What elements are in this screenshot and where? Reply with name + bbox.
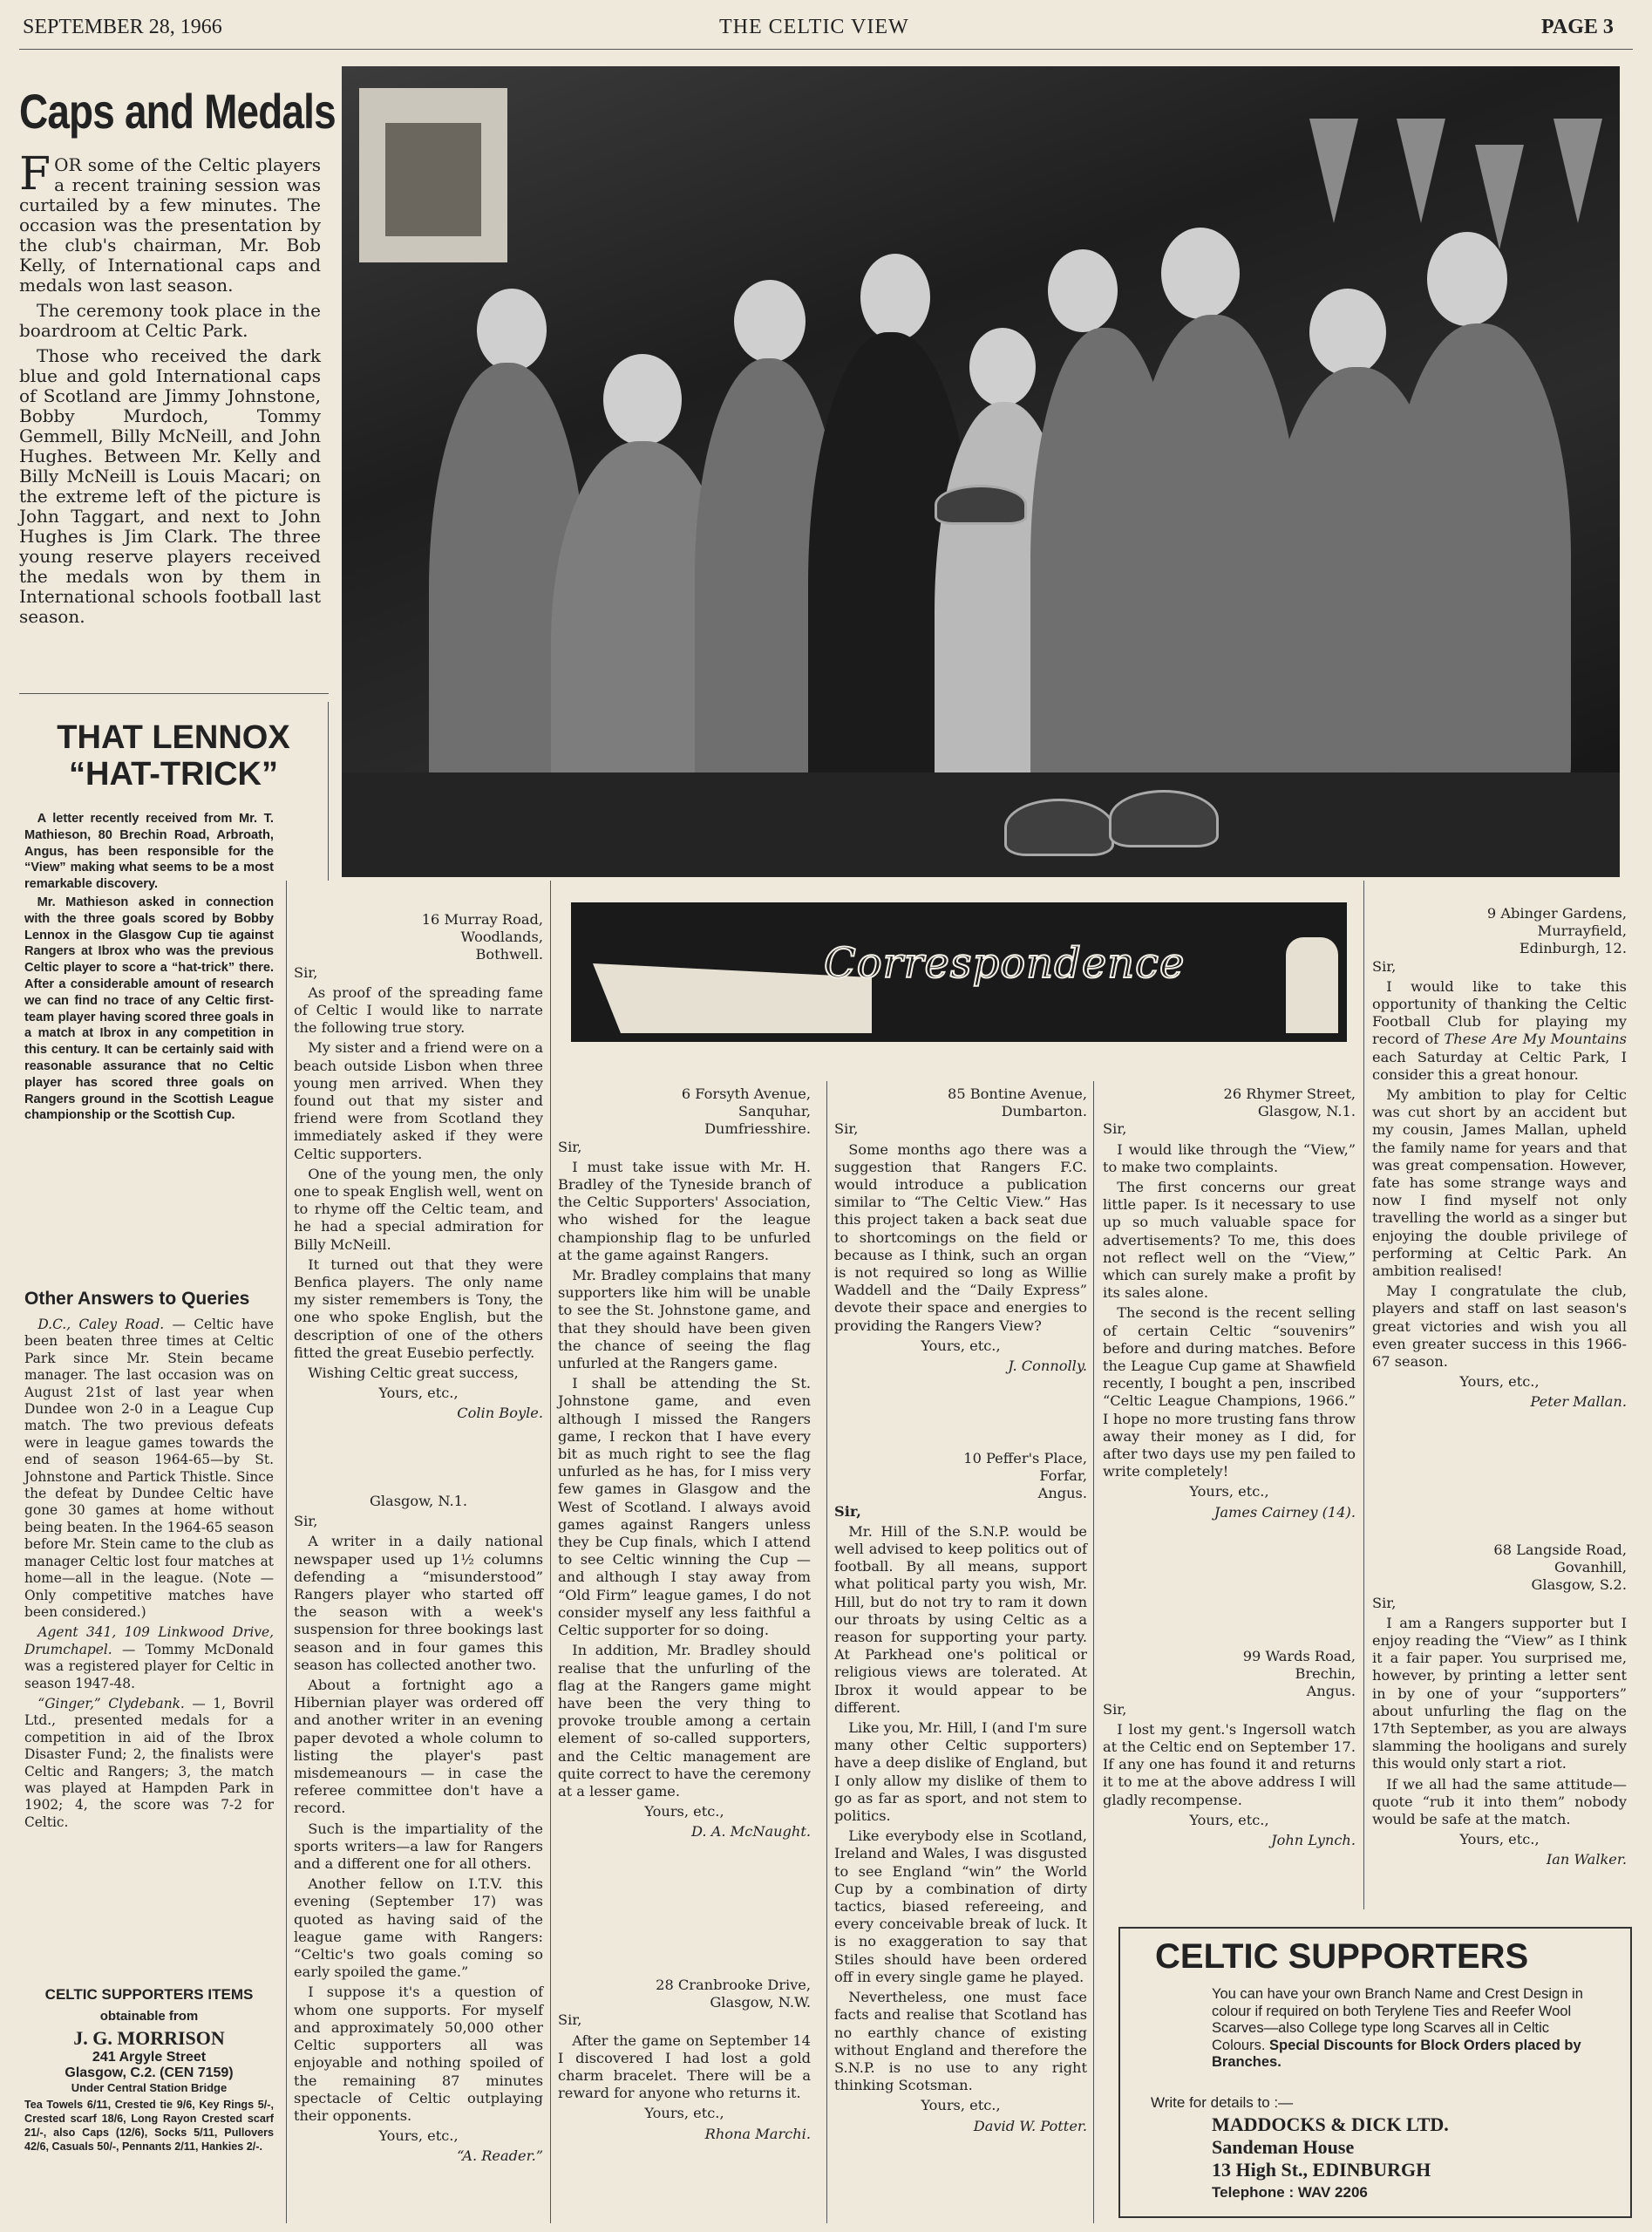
- letter-mallan: 9 Abinger Gardens, Murrayfield, Edinburgh, 12. Sir, I would like to take this opportunity of thanking the Celtic Football Club for playing my record of These Are My Mountains each Saturday at Celtic Park, I consider this a great honour. My ambition to play for Celtic was cut short by an accident but my cousin, James Mallan, upheld the family name for years and that was great compensation. However, fate has some strange ways and now I find myself not only travelling the world as a singer but enjoying the double privilege of performing at Celtic Park. An ambition realised! May I congratulate the club, players and staff on last season's great victories and wish you all even greater success in this 1966-67 season. Yours, etc., Peter Mallan.: [1372, 905, 1627, 1411]
- drop-cap: F: [19, 148, 51, 201]
- letter-boyle: 16 Murray Road, Woodlands, Bothwell. Sir, As proof of the spreading fame of Celtic I would like to narrate the following true story. My sister and a friend were on a beach outside Lisbon when three young men arrived. When they found out that my sister and friend were from Scotland they immediately asked if they were Celtic supporters. One of the young men, the only one to speak English well, went on to rhyme off the Celtic team, and he had a special admiration for Billy McNeill. It turned out that they were Benfica players. The only name my sister remembers is Tony, the one who spoke English, but the description of one of the others fitted the great Eusebio perfectly. Wishing Celtic great success, Yours, etc., Colin Boyle.: [294, 911, 543, 1422]
- correspondence-title: Correspondence: [824, 939, 1186, 988]
- queries-answers: D.C., Caley Road. — Celtic have been beaten three times at Celtic Park since Mr. Stein became manager. The last occasion was on August 21st of last year when Dundee won 2-0 in a League Cup match. The two previous defeats were in league games towards the end of season 1964-65—by St. Johnstone and Partick Thistle. Since the defeat by Dundee Celtic have gone 30 games at home without being beaten. In the 1964-65 season before Mr. Stein came to the club as manager Celtic lost four matches at home—all in the league. (Note —Only competitive matches have been considered.) Agent 341, 109 Linkwood Drive, Drumchapel. — Tommy McDonald was a registered player for Celtic in season 1947-48. “Ginger,” Clydebank. — 1, Bovril Ltd., presented medals for a competition in aid of the Ibrox Disaster Fund; 2, the finalists were Celtic and Rangers; 3, the match was played at Hampden Park in 1902; 4, the score was 7-2 for Celtic.: [24, 1317, 274, 1830]
- letter-walker: 68 Langside Road, Govanhill, Glasgow, S.2. Sir, I am a Rangers supporter but I enjoy reading the “View” as I think it a fair paper. You surprised me, however, by printing a letter sent in by one of your “supporters” about unfurling the flag on the 17th September, as you are always slamming the hooligans and surely this would only start a riot. If we all had the same attitude—quote “rub it into them” nobody would be safe at the match. Yours, etc., Ian Walker.: [1372, 1541, 1627, 1868]
- supporters-items-ad: CELTIC SUPPORTERS ITEMS obtainable from J. G. MORRISON 241 Argyle Street Glasgow, C.2. (CEN 7159) Under Central Station Bridge Tea Towels 6/11, Crested tie 9/6, Key Rings 5/-, Crested scarf 18/6, Long Rayon Crested scarf 21/-, also Caps (12/6), Socks 5/11, Pullovers 42/6, Casuals 50/-, Pennants 2/11, Hankies 2/-.: [24, 1986, 274, 2153]
- wall-portrait: [359, 88, 507, 262]
- correspondence-banner: [571, 902, 1347, 1042]
- issue-date: SEPTEMBER 28, 1966: [23, 16, 222, 38]
- letter-mcnaught: 6 Forsyth Avenue, Sanquhar, Dumfriesshire. Sir, I must take issue with Mr. H. Bradley of the Tyneside branch of the Celtic Supporters' Association, who wished for the league championship flag to be unfurled at the game against Rangers. Mr. Bradley complains that many supporters like him will be unable to see the St. Johnstone game, and that they should have been given the chance of seeing the flag unfurled at the Rangers game. I shall be attending the St. Johnstone game, and even although I missed the Rangers game, I reckon that I have every bit as much right to see the flag unfurled as he has, for I miss very few games in Glasgow and the West of Scotland. I always avoid games against Rangers unless they be Cup finals, which I attend to see Celtic winning the Cup — and although I stay away from “Old Firm” league games, I do not consider myself any less faithful a Celtic supporter for so doing. In addition, Mr. Bradley should realise that the unfurling of the flag at the Rangers game might have been the very thing to provoke trouble among a certain element of so-called supporters, and the Celtic management are quite correct to have the ceremony at a lesser game. Yours, etc., D. A. McNaught.: [558, 1085, 811, 1841]
- lennox-headline: THAT LENNOX “HAT-TRICK”: [57, 719, 290, 793]
- letter-connolly: 85 Bontine Avenue, Dumbarton. Sir, Some months ago there was a suggestion that Rangers F.C. would introduce a publication similar to “The Celtic View.” Has this project taken a back seat due to shortcomings on the field or because as I think, such an organ is not required so long as Willie Waddell and the “Daily Express” devote their space and energies to providing the Rangers View? Yours, etc., J. Connolly.: [834, 1085, 1087, 1375]
- masthead-rule: [19, 49, 1633, 50]
- pillar-box-illustration: [1286, 937, 1338, 1033]
- international-cap: [1109, 790, 1219, 847]
- caps-story: FOR some of the Celtic players a recent training session was curtailed by a few minutes. The occasion was the presentation by the club's chairman, Mr. Bob Kelly, of International caps and medals won last season. The ceremony took place in the boardroom at Celtic Park. Those who received the dark blue and gold International caps of Scotland are Jimmy Johnstone, Bobby Murdoch, Tommy Gemmell, Billy McNeill, and John Hughes. Between Mr. Kelly and Billy McNeill is Louis Macari; on the extreme left of the picture is John Taggart, and next to John Hughes is Jim Clark. The three young reserve players received the medals won by them in International schools football last season.: [19, 148, 321, 627]
- letter-lynch: 99 Wards Road, Brechin, Angus. Sir, I lost my gent.'s Ingersoll watch at the Celtic end on September 17. If any one has found it and returns it to me at the above address I will gladly recompense. Yours, etc., John Lynch.: [1103, 1648, 1356, 1849]
- celtic-supporters-ad: CELTIC SUPPORTERS You can have your own Branch Name and Crest Design in colour if required on both Terylene Ties and Reefer Wool Scarves—also College type long Scarves all in Celtic Colours. Special Discounts for Block Orders placed by Branches. Write for details to :— MADDOCKS & DICK LTD. Sandeman House 13 High St., EDINBURGH Telephone : WAV 2206: [1118, 1927, 1632, 2218]
- presentation-photo: [342, 66, 1620, 877]
- boardroom-table: [342, 772, 1620, 877]
- letter-potter: 10 Peffer's Place, Forfar, Angus. Sir, Mr. Hill of the S.N.P. would be well advised to keep politics out of football. By all means, support what political party you wish, Mr. Hill, but do not try to ram it down our throats by using Celtic as a reason for supporting your party. At Parkhead one's political or religious views are tolerated. At Ibrox it would appear to be different. Like you, Mr. Hill, I (and I'm sure many other Celtic supporters) have a deep dislike of England, but I only allow my dislike of them to go as far as sport, and not stem to politics. Like everybody else in Scotland, Ireland and Wales, I was disgusted to see England “win” the World Cup by a combination of dirty tactics, biased refereeing, and every conceivable break of luck. It is no exaggeration to say that Stiles should have been ordered off in every single game he played. Nevertheless, one must face facts and realise that Scotland has no earthly chance of existing without England and therefore the S.N.P. is no use to any right thinking Scotsman. Yours, etc., David W. Potter.: [834, 1450, 1087, 2134]
- queries-headline: Other Answers to Queries: [24, 1289, 250, 1309]
- letter-cairney: 26 Rhymer Street, Glasgow, N.1. Sir, I would like through the “View,” to make two complaints. The first concerns our great little paper. Is it necessary to use up so much valuable space for advertisements? To me, this does not reflect well on the “View,” which can surely make a profit by its sales alone. The second is the recent selling of certain Celtic “souvenirs” before and during matches. Before the League Cup game at Shawfield recently, I bought a pen, inscribed “Celtic League Champions, 1966.” I hope no more trusting fans throw away their money as I did, for after two days use my pen failed to write completely! Yours, etc., James Cairney (14).: [1103, 1085, 1356, 1521]
- letter-reader: Glasgow, N.1. Sir, A writer in a daily national newspaper used up 1½ columns defending a “misunderstood” Rangers player who started off the season with a week's suspension for three bookings last season and in four games this season has collected another two. About a fortnight ago a Hibernian player was ordered off and another writer in an evening paper devoted a whole column to listing the player's past misdemeanours — in case the referee committee don't have a record. Such is the impartiality of the sports writers—a law for Rangers and a different one for all others. Another fellow on I.T.V. this evening (September 17) was quoted as having said of the league game with Rangers: “Celtic's two goals coming so early spoiled the game.” I suppose it's a question of whom one supports. For myself and approximately 50,000 other Celtic supporters all was enjoyable and nothing spoiled of the remaining 87 minutes spectacle of Celtic outplaying their opponents. Yours, etc., “A. Reader.”: [294, 1493, 543, 2165]
- lennox-story: A letter recently received from Mr. T. Mathieson, 80 Brechin Road, Arbroath, Angus, has been responsible for the “View” making what seems to be a most remarkable discovery. Mr. Mathieson asked in connection with the three goals scored by Bobby Lennox in the Glasgow Cup tie against Rangers at Ibrox who was the previous Celtic player to score a “hat-trick” there. After a considerable amount of research we can find no trace of any Celtic first-team player having scored three goals in a match at Ibrox in any competition in this century. It can be certainly said with reasonable assurance that no Celtic player has scored three goals on Rangers ground in the Scottish League championship or the Scottish Cup.: [24, 812, 274, 1123]
- international-cap: [935, 485, 1027, 525]
- caps-headline: Caps and Medals: [19, 84, 336, 139]
- newspaper-title: THE CELTIC VIEW: [719, 16, 909, 38]
- international-cap: [1004, 799, 1114, 856]
- letter-marchi: 28 Cranbrooke Drive, Glasgow, N.W. Sir, After the game on September 14 I discovered I had lost a gold charm bracelet. There will be a reward for anyone who returns it. Yours, etc., Rhona Marchi.: [558, 1977, 811, 2142]
- page-number: PAGE 3: [1541, 16, 1614, 38]
